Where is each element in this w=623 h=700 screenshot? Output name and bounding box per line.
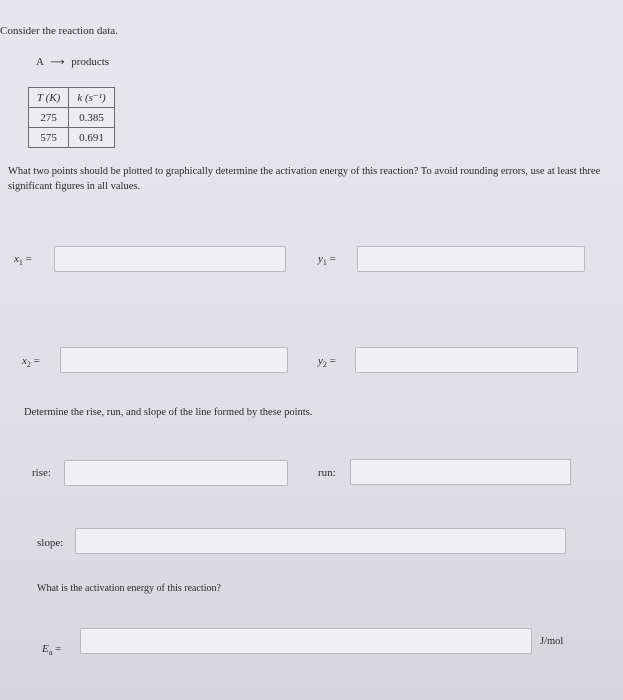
table-cell: 575 — [29, 128, 69, 148]
x1-field[interactable] — [54, 246, 286, 272]
y1-label: $y_1$ = — [318, 253, 336, 268]
y1-input[interactable] — [358, 247, 584, 271]
ea-field[interactable] — [80, 628, 532, 654]
y2-input[interactable] — [356, 348, 577, 372]
reaction-arrow-icon: ⟶ — [50, 57, 65, 68]
intro-text: Consider the reaction data. — [0, 25, 118, 37]
ea-prompt-text: What is the activation energy of this reaction? — [37, 583, 221, 594]
ea-label: $E_a$ = — [42, 643, 62, 658]
x2-input[interactable] — [61, 348, 287, 372]
table-cell: 275 — [29, 108, 69, 128]
reaction-equation — [36, 56, 109, 68]
product-label: products — [71, 56, 110, 68]
y1-field[interactable] — [357, 246, 585, 272]
reaction-data-table — [28, 87, 115, 148]
reactant-label: A — [36, 56, 44, 68]
question-text: What two points should be plotted to graphically determine the activation energy of this reaction? To avoid rounding errors, use at least three significant figures in all values. — [8, 166, 601, 192]
table-header-row — [29, 88, 115, 108]
table-row — [29, 108, 115, 128]
ea-unit-label: J/mol — [540, 636, 564, 647]
slope-input[interactable] — [76, 529, 565, 553]
x2-label: $x_2$ = — [22, 355, 40, 370]
run-input[interactable] — [351, 460, 570, 484]
run-label: run: — [318, 467, 336, 479]
table-header-temperature: T (K) — [29, 88, 69, 108]
rise-field[interactable] — [64, 460, 288, 486]
line-prompt-text: Determine the rise, run, and slope of the line formed by these points. — [24, 407, 313, 418]
x1-label: $x_1$ = — [14, 253, 32, 268]
y2-label: $y_2$ = — [318, 355, 336, 370]
slope-field[interactable] — [75, 528, 566, 554]
rise-input[interactable] — [65, 461, 287, 485]
y2-field[interactable] — [355, 347, 578, 373]
table-cell: 0.385 — [69, 108, 114, 128]
run-field[interactable] — [350, 459, 571, 485]
slope-label: slope: — [37, 537, 64, 549]
rise-label: rise: — [32, 467, 51, 479]
table-header-rate-constant: k (s⁻¹) — [69, 88, 114, 108]
x2-field[interactable] — [60, 347, 288, 373]
table-cell: 0.691 — [69, 128, 114, 148]
table-row — [29, 128, 115, 148]
x1-input[interactable] — [55, 247, 285, 271]
ea-input[interactable] — [81, 629, 531, 653]
